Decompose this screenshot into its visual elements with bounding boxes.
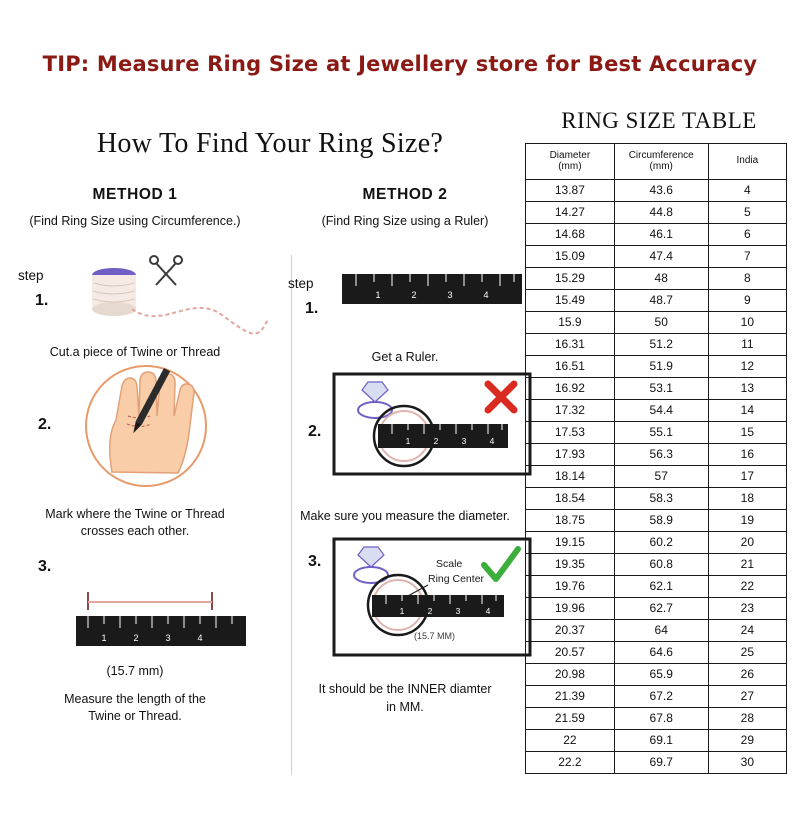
step-number: 3. bbox=[38, 558, 52, 575]
table-row bbox=[526, 576, 787, 598]
cell-circumference: 48.7 bbox=[614, 290, 708, 312]
svg-text:1: 1 bbox=[399, 606, 405, 616]
cell-circumference: 46.1 bbox=[614, 224, 708, 246]
cell-diameter: 15.9 bbox=[526, 312, 615, 334]
cell-india: 25 bbox=[708, 642, 786, 664]
step-number: 2. bbox=[38, 416, 52, 433]
svg-text:2: 2 bbox=[411, 290, 417, 300]
cell-diameter: 22 bbox=[526, 730, 615, 752]
cell-india: 18 bbox=[708, 488, 786, 510]
cell-diameter: 18.75 bbox=[526, 510, 615, 532]
cell-circumference: 67.2 bbox=[614, 686, 708, 708]
method-1-column bbox=[0, 186, 270, 723]
cell-circumference: 54.4 bbox=[614, 400, 708, 422]
cell-diameter: 15.29 bbox=[526, 268, 615, 290]
step-number: 2. bbox=[308, 423, 322, 440]
caption-line-2: Twine or Thread. bbox=[88, 708, 182, 723]
table-body bbox=[526, 180, 787, 774]
cell-diameter: 18.54 bbox=[526, 488, 615, 510]
table-row bbox=[526, 202, 787, 224]
method-1-subtitle: (Find Ring Size using Circumference.) bbox=[29, 214, 241, 228]
cell-india: 30 bbox=[708, 752, 786, 774]
cell-circumference: 55.1 bbox=[614, 422, 708, 444]
method-2-step-3-caption bbox=[270, 681, 540, 716]
method-2-measurement-label: (15.7 MM) bbox=[414, 631, 456, 641]
method-2-subtitle: (Find Ring Size using a Ruler) bbox=[321, 214, 489, 228]
table-row bbox=[526, 290, 787, 312]
svg-text:1: 1 bbox=[375, 290, 381, 300]
cell-circumference: 60.8 bbox=[614, 554, 708, 576]
cell-india: 28 bbox=[708, 708, 786, 730]
instructions-panel bbox=[0, 100, 540, 829]
ruler-thread-icon bbox=[66, 586, 256, 671]
method-1-step-3 bbox=[0, 558, 270, 678]
method-1-step-2 bbox=[0, 364, 270, 494]
cell-india: 21 bbox=[708, 554, 786, 576]
svg-text:3: 3 bbox=[455, 606, 461, 616]
svg-text:1: 1 bbox=[405, 436, 411, 446]
cell-circumference: 57 bbox=[614, 466, 708, 488]
methods-container bbox=[0, 186, 540, 723]
cell-diameter: 17.53 bbox=[526, 422, 615, 444]
table-header-row bbox=[526, 144, 787, 180]
cell-circumference: 62.1 bbox=[614, 576, 708, 598]
method-2-step-3 bbox=[270, 541, 540, 666]
cell-diameter: 17.93 bbox=[526, 444, 615, 466]
svg-text:Ring Center: Ring Center bbox=[428, 573, 485, 585]
table-row bbox=[526, 620, 787, 642]
cell-circumference: 64.6 bbox=[614, 642, 708, 664]
cell-circumference: 53.1 bbox=[614, 378, 708, 400]
cell-india: 29 bbox=[708, 730, 786, 752]
svg-text:2: 2 bbox=[433, 436, 439, 446]
cell-circumference: 60.2 bbox=[614, 532, 708, 554]
ring-size-table bbox=[525, 143, 787, 774]
method-2-step-2 bbox=[270, 378, 540, 493]
cell-india: 27 bbox=[708, 686, 786, 708]
step-number: 1. bbox=[35, 292, 49, 309]
cell-india: 16 bbox=[708, 444, 786, 466]
table-row bbox=[526, 356, 787, 378]
svg-text:3: 3 bbox=[461, 436, 467, 446]
cell-circumference: 44.8 bbox=[614, 202, 708, 224]
method-1-step-3-caption bbox=[0, 691, 270, 725]
cell-india: 7 bbox=[708, 246, 786, 268]
svg-text:3: 3 bbox=[165, 633, 171, 643]
caption-line-1: Measure the length of the bbox=[64, 692, 206, 706]
table-row bbox=[526, 422, 787, 444]
caption-line-1: It should be the INNER diamter bbox=[318, 682, 492, 696]
cell-india: 10 bbox=[708, 312, 786, 334]
method-1-title: METHOD 1 bbox=[92, 186, 178, 203]
hand-measure-icon bbox=[68, 354, 258, 494]
column-header-diameter: Diameter (mm) bbox=[526, 144, 615, 180]
cell-diameter: 19.76 bbox=[526, 576, 615, 598]
cell-diameter: 15.09 bbox=[526, 246, 615, 268]
cell-diameter: 16.92 bbox=[526, 378, 615, 400]
cell-diameter: 22.2 bbox=[526, 752, 615, 774]
table-row bbox=[526, 664, 787, 686]
cell-diameter: 21.39 bbox=[526, 686, 615, 708]
cell-circumference: 48 bbox=[614, 268, 708, 290]
method-2-column bbox=[270, 186, 540, 714]
cell-india: 15 bbox=[708, 422, 786, 444]
tip-banner: TIP: Measure Ring Size at Jewellery store for Best Accuracy bbox=[42, 52, 758, 76]
table-row bbox=[526, 686, 787, 708]
cell-diameter: 15.49 bbox=[526, 290, 615, 312]
ring-size-table-panel bbox=[525, 108, 793, 774]
column-header-india: India bbox=[708, 144, 786, 180]
cell-circumference: 50 bbox=[614, 312, 708, 334]
cell-india: 19 bbox=[708, 510, 786, 532]
table-row bbox=[526, 708, 787, 730]
step-number: 1. bbox=[305, 300, 319, 317]
cell-diameter: 20.37 bbox=[526, 620, 615, 642]
svg-text:4: 4 bbox=[489, 436, 495, 446]
cell-india: 5 bbox=[708, 202, 786, 224]
caption-line-2: crosses each other. bbox=[80, 523, 190, 538]
table-row bbox=[526, 224, 787, 246]
ring-ruler-wrong-diagram bbox=[332, 370, 532, 480]
cell-india: 26 bbox=[708, 664, 786, 686]
table-row bbox=[526, 312, 787, 334]
cell-circumference: 51.2 bbox=[614, 334, 708, 356]
cell-india: 23 bbox=[708, 598, 786, 620]
cell-diameter: 19.15 bbox=[526, 532, 615, 554]
table-row bbox=[526, 378, 787, 400]
cell-circumference: 65.9 bbox=[614, 664, 708, 686]
cell-india: 20 bbox=[708, 532, 786, 554]
cell-circumference: 64 bbox=[614, 620, 708, 642]
table-row bbox=[526, 598, 787, 620]
cell-diameter: 19.35 bbox=[526, 554, 615, 576]
cell-circumference: 58.9 bbox=[614, 510, 708, 532]
table-row bbox=[526, 180, 787, 202]
cell-diameter: 18.14 bbox=[526, 466, 615, 488]
table-row bbox=[526, 334, 787, 356]
cell-circumference: 62.7 bbox=[614, 598, 708, 620]
cell-india: 12 bbox=[708, 356, 786, 378]
cell-circumference: 69.1 bbox=[614, 730, 708, 752]
cell-circumference: 43.6 bbox=[614, 180, 708, 202]
svg-text:1: 1 bbox=[101, 633, 107, 643]
svg-text:Scale: Scale bbox=[436, 558, 463, 570]
page-title: How To Find Your Ring Size? bbox=[96, 128, 444, 159]
method-1-step-2-caption bbox=[0, 506, 270, 540]
table-row bbox=[526, 554, 787, 576]
cell-india: 13 bbox=[708, 378, 786, 400]
table-row bbox=[526, 752, 787, 774]
cell-diameter: 14.68 bbox=[526, 224, 615, 246]
method-2-step-1-caption: Get a Ruler. bbox=[371, 350, 439, 364]
svg-text:4: 4 bbox=[483, 290, 489, 300]
table-row bbox=[526, 510, 787, 532]
table-row bbox=[526, 532, 787, 554]
cell-diameter: 17.32 bbox=[526, 400, 615, 422]
step-word: step bbox=[288, 276, 314, 291]
column-header-circumference: Circumference (mm) bbox=[614, 144, 708, 180]
cell-circumference: 47.4 bbox=[614, 246, 708, 268]
cell-diameter: 19.96 bbox=[526, 598, 615, 620]
cell-diameter: 16.31 bbox=[526, 334, 615, 356]
cell-diameter: 16.51 bbox=[526, 356, 615, 378]
cell-diameter: 21.59 bbox=[526, 708, 615, 730]
caption-line-1: Mark where the Twine or Thread bbox=[45, 507, 225, 521]
cell-diameter: 20.57 bbox=[526, 642, 615, 664]
svg-text:4: 4 bbox=[485, 606, 491, 616]
table-row bbox=[526, 400, 787, 422]
table-row bbox=[526, 466, 787, 488]
cell-circumference: 67.8 bbox=[614, 708, 708, 730]
cell-circumference: 56.3 bbox=[614, 444, 708, 466]
cell-diameter: 14.27 bbox=[526, 202, 615, 224]
method-1-step-1-caption: Cut.a piece of Twine or Thread bbox=[49, 345, 221, 359]
cell-india: 6 bbox=[708, 224, 786, 246]
svg-text:3: 3 bbox=[447, 290, 453, 300]
method-1-measurement-label: (15.7 mm) bbox=[106, 664, 164, 678]
cell-india: 4 bbox=[708, 180, 786, 202]
thread-spool-icon bbox=[72, 253, 272, 353]
table-title: RING SIZE TABLE bbox=[561, 108, 757, 133]
cell-india: 9 bbox=[708, 290, 786, 312]
cell-india: 14 bbox=[708, 400, 786, 422]
svg-text:2: 2 bbox=[133, 633, 139, 643]
cell-circumference: 69.7 bbox=[614, 752, 708, 774]
table-row bbox=[526, 488, 787, 510]
method-2-step-2-caption: Make sure you measure the diameter. bbox=[300, 509, 510, 523]
step-word: step bbox=[18, 268, 44, 283]
cell-india: 11 bbox=[708, 334, 786, 356]
cell-circumference: 51.9 bbox=[614, 356, 708, 378]
table-row bbox=[526, 268, 787, 290]
table-row bbox=[526, 246, 787, 268]
table-row bbox=[526, 730, 787, 752]
table-row bbox=[526, 642, 787, 664]
method-2-title: METHOD 2 bbox=[362, 186, 448, 203]
cell-india: 22 bbox=[708, 576, 786, 598]
step-number: 3. bbox=[308, 553, 322, 570]
cell-circumference: 58.3 bbox=[614, 488, 708, 510]
cell-india: 8 bbox=[708, 268, 786, 290]
ruler-icon bbox=[338, 268, 528, 314]
caption-line-2: in MM. bbox=[386, 699, 424, 714]
cell-india: 24 bbox=[708, 620, 786, 642]
cell-diameter: 20.98 bbox=[526, 664, 615, 686]
svg-text:2: 2 bbox=[427, 606, 433, 616]
ring-ruler-correct-diagram bbox=[332, 535, 532, 660]
table-row bbox=[526, 444, 787, 466]
svg-text:4: 4 bbox=[197, 633, 203, 643]
cell-diameter: 13.87 bbox=[526, 180, 615, 202]
method-2-step-1 bbox=[270, 248, 540, 338]
method-1-step-1 bbox=[0, 248, 270, 348]
cell-india: 17 bbox=[708, 466, 786, 488]
